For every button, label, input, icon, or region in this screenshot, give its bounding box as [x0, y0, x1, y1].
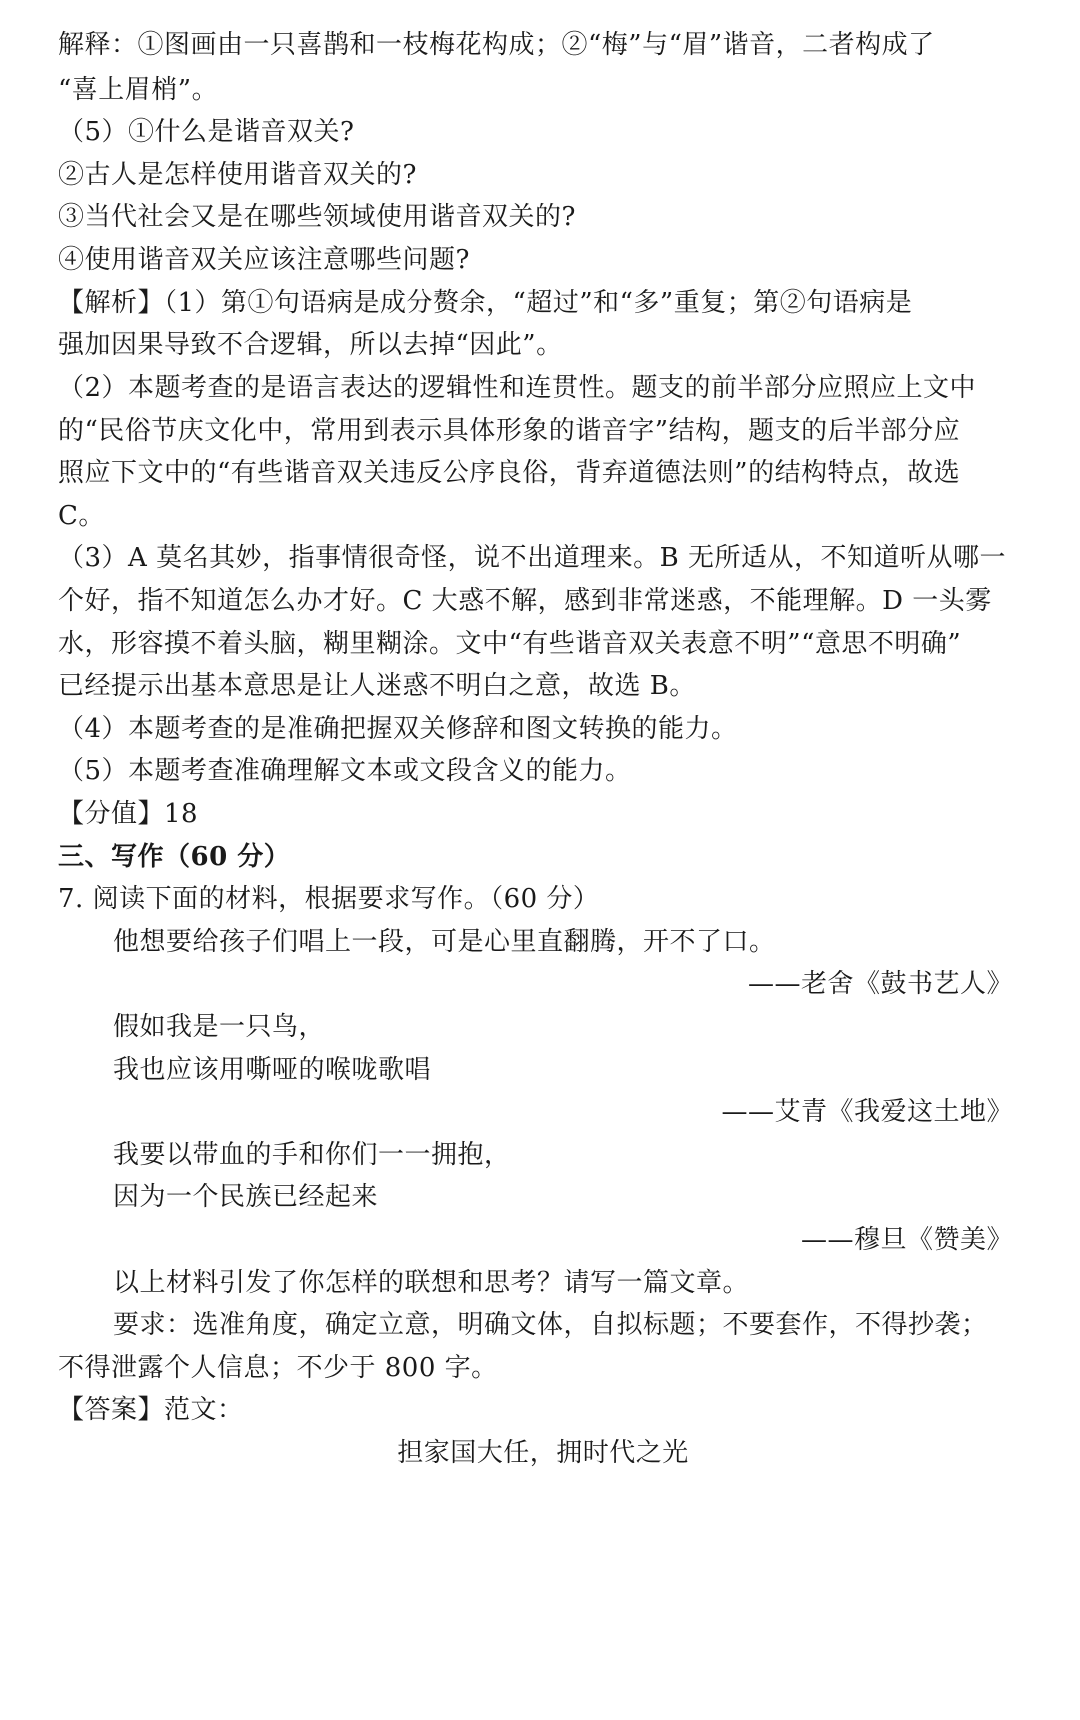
- quote-3-line-1: 我要以带血的手和你们一一拥抱，: [113, 1140, 511, 1170]
- explanation-line-1: 解释：①图画由一只喜鹊和一枝梅花构成；②“梅”与“眉”谐音，二者构成了: [58, 30, 935, 60]
- analysis-2-line-1: （2）本题考查的是语言表达的逻辑性和连贯性。题支的前半部分应照应上文中: [58, 373, 977, 403]
- analysis-2-line-3: 照应下文中的“有些谐音双关违反公序良俗，背弃道德法则”的结构特点，故选: [58, 458, 961, 488]
- analysis-3-line-3: 水，形容摸不着头脑，糊里糊涂。文中“有些谐音双关表意不明”“意思不明确”: [58, 629, 962, 659]
- quote-3-source: ——穆旦《赞美》: [800, 1225, 1013, 1255]
- quote-3-line-2: 因为一个民族已经起来: [113, 1182, 379, 1212]
- requirements-line-1: 要求：选准角度，确定立意，明确文体，自拟标题；不要套作，不得抄袭；: [113, 1310, 988, 1340]
- question-5-item-2: ②古人是怎样使用谐音双关的?: [58, 160, 417, 190]
- question-7-prompt: 7. 阅读下面的材料，根据要求写作。（60 分）: [58, 884, 600, 914]
- analysis-5-line: （5）本题考查准确理解文本或文段含义的能力。: [58, 756, 632, 786]
- question-5-item-1: （5）①什么是谐音双关?: [58, 117, 355, 147]
- quote-2-line-2: 我也应该用嘶哑的喉咙歌唱: [113, 1055, 432, 1085]
- question-5-item-3: ③当代社会又是在哪些领域使用谐音双关的?: [58, 202, 576, 232]
- analysis-2-line-2: 的“民俗节庆文化中，常用到表示具体形象的谐音字”结构，题支的后半部分应: [58, 416, 961, 446]
- analysis-1-line-1: 【解析】（1）第①句语病是成分赘余，“超过”和“多”重复；第②句语病是: [58, 288, 913, 318]
- essay-title: 担家国大任，拥时代之光: [397, 1438, 689, 1468]
- explanation-line-2: “喜上眉梢”。: [58, 75, 219, 105]
- analysis-3-line-1: （3）A 莫名其妙，指事情很奇怪，说不出道理来。B 无所适从，不知道听从哪一: [58, 543, 1006, 573]
- analysis-1-line-2: 强加因果导致不合逻辑，所以去掉“因此”。: [58, 330, 563, 360]
- answer-label: 【答案】范文：: [58, 1395, 244, 1425]
- score-value-line: 【分值】18: [58, 799, 199, 829]
- question-5-item-4: ④使用谐音双关应该注意哪些问题?: [58, 245, 470, 275]
- analysis-2-line-4: C。: [58, 501, 105, 531]
- requirements-line-2: 不得泄露个人信息；不少于 800 字。: [58, 1353, 498, 1383]
- quote-2-line-1: 假如我是一只鸟，: [113, 1012, 326, 1042]
- quote-1-source: ——老舍《鼓书艺人》: [747, 969, 1013, 999]
- quote-1-text: 他想要给孩子们唱上一段，可是心里直翻腾，开不了口。: [113, 927, 776, 957]
- writing-task-line: 以上材料引发了你怎样的联想和思考？请写一篇文章。: [113, 1268, 750, 1298]
- quote-2-source: ——艾青《我爱这土地》: [721, 1097, 1013, 1127]
- section-heading-writing: 三、写作（60 分）: [58, 842, 291, 872]
- analysis-3-line-4: 已经提示出基本意思是让人迷惑不明白之意，故选 B。: [58, 671, 696, 701]
- analysis-3-line-2: 个好，指不知道怎么办才好。C 大惑不解，感到非常迷惑，不能理解。D 一头雾: [58, 586, 992, 616]
- analysis-4-line: （4）本题考查的是准确把握双关修辞和图文转换的能力。: [58, 714, 738, 744]
